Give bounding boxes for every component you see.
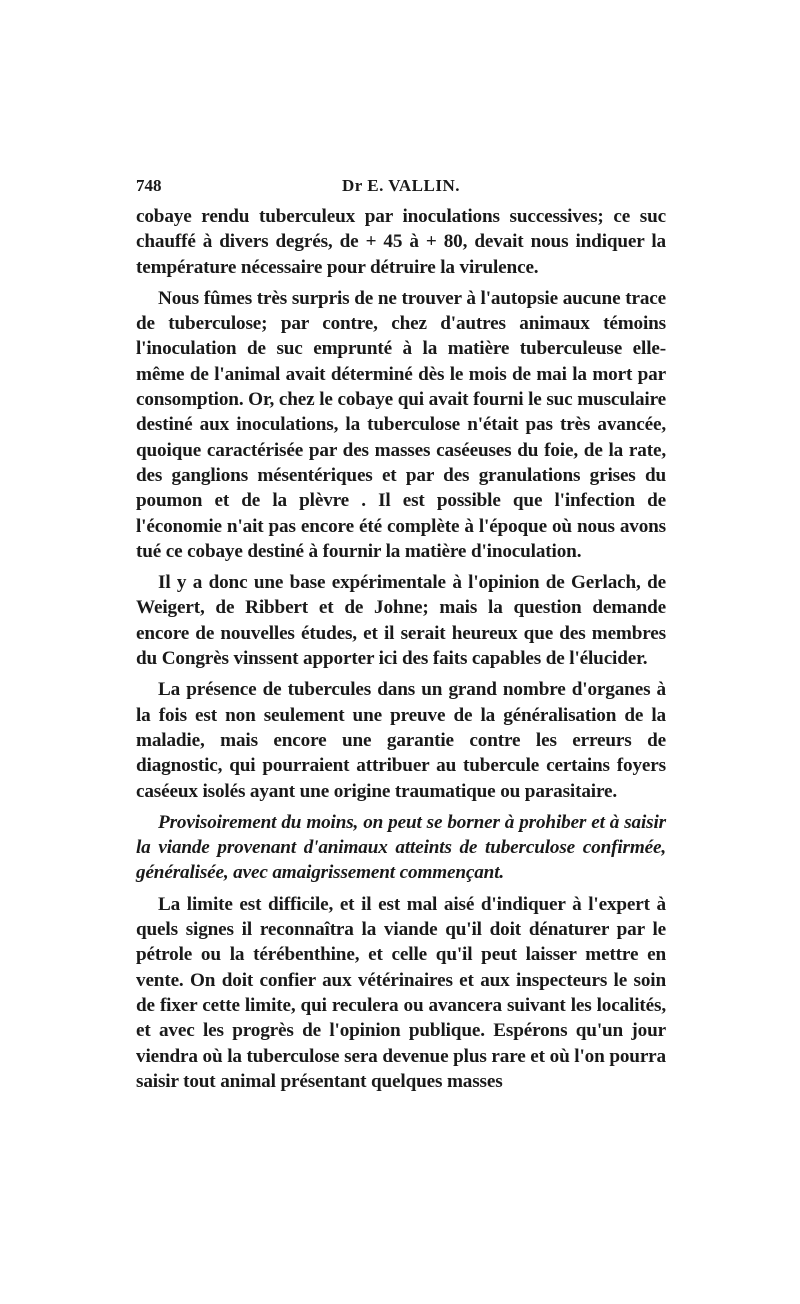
paragraph-limit: La limite est difficile, et il est mal aisé d'indiquer à l'expert à quels signes il reconnaîtra la viande qu'il doit dénaturer par le pétrole ou la térébenthine, et celle qu'il peut laisser mettre en vente. On doit confier aux vétérinaires et aux inspecteurs le soin de fixer cette limite, qui reculera ou avancera suivant les localités, et avec les progrès de l'opinion publique. Espérons qu'un jour viendra où la tuberculose sera devenue plus rare et où l'on pourra saisir tout animal présentant quelques masses [136,893,666,1092]
paragraph-autopsy: Nous fûmes très surpris de ne trouver à l'autopsie aucune trace de tuberculose; par contre, chez d'autres animaux témoins l'inoculation de suc emprunté à la matière tuberculeuse elle-même de l'animal avait déterminé dès le mois de mai la mort par consomption. Or, chez le cobaye qui avait fourni le suc musculaire destiné aux inoculations, la tuberculose n'était pas très avancée, quoique caractérisée par des masses caséeuses du foie, de la rate, des ganglions mésentériques et par des granulations grises du poumon et de la plèvre . Il est possible que l'infection de l'économie n'ait pas encore été complète à l'époque où nous avons tué ce cobaye destiné à fournir la matière d'inoculation. [136,287,666,562]
page-number: 748 [136,176,162,195]
paragraph-experimental-basis: Il y a donc une base expérimentale à l'opinion de Gerlach, de Weigert, de Ribbert et de Johne; mais la question demande encore de nouvelles études, et il serait heureux que des membres du Congrès vinssent apporter ici des faits capables de l'élucider. [136,572,666,670]
page-header [136,176,666,204]
paragraph-provisional-rule: Provisoirement du moins, on peut se borner à prohiber et à saisir la viande provenant d'animaux atteints de tuberculose confirmée, généralisée, avec amaigrissement commençant. [136,811,666,884]
book-page [136,176,666,1100]
running-head: Dr E. VALLIN. [342,176,460,195]
paragraph-continuation: cobaye rendu tuberculeux par inoculations successives; ce suc chauffé à divers degrés, de + 45 à + 80, devait nous indiquer la température nécessaire pour détruire la virulence. [136,206,666,278]
paragraph-generalisation: La présence de tubercules dans un grand nombre d'organes à la fois est non seulement une preuve de la généralisation de la maladie, mais encore une garantie contre les erreurs de diagnostic, qui pourraient attribuer au tubercule certains foyers caséeux isolés ayant une origine traumatique ou parasitaire. [136,679,666,802]
